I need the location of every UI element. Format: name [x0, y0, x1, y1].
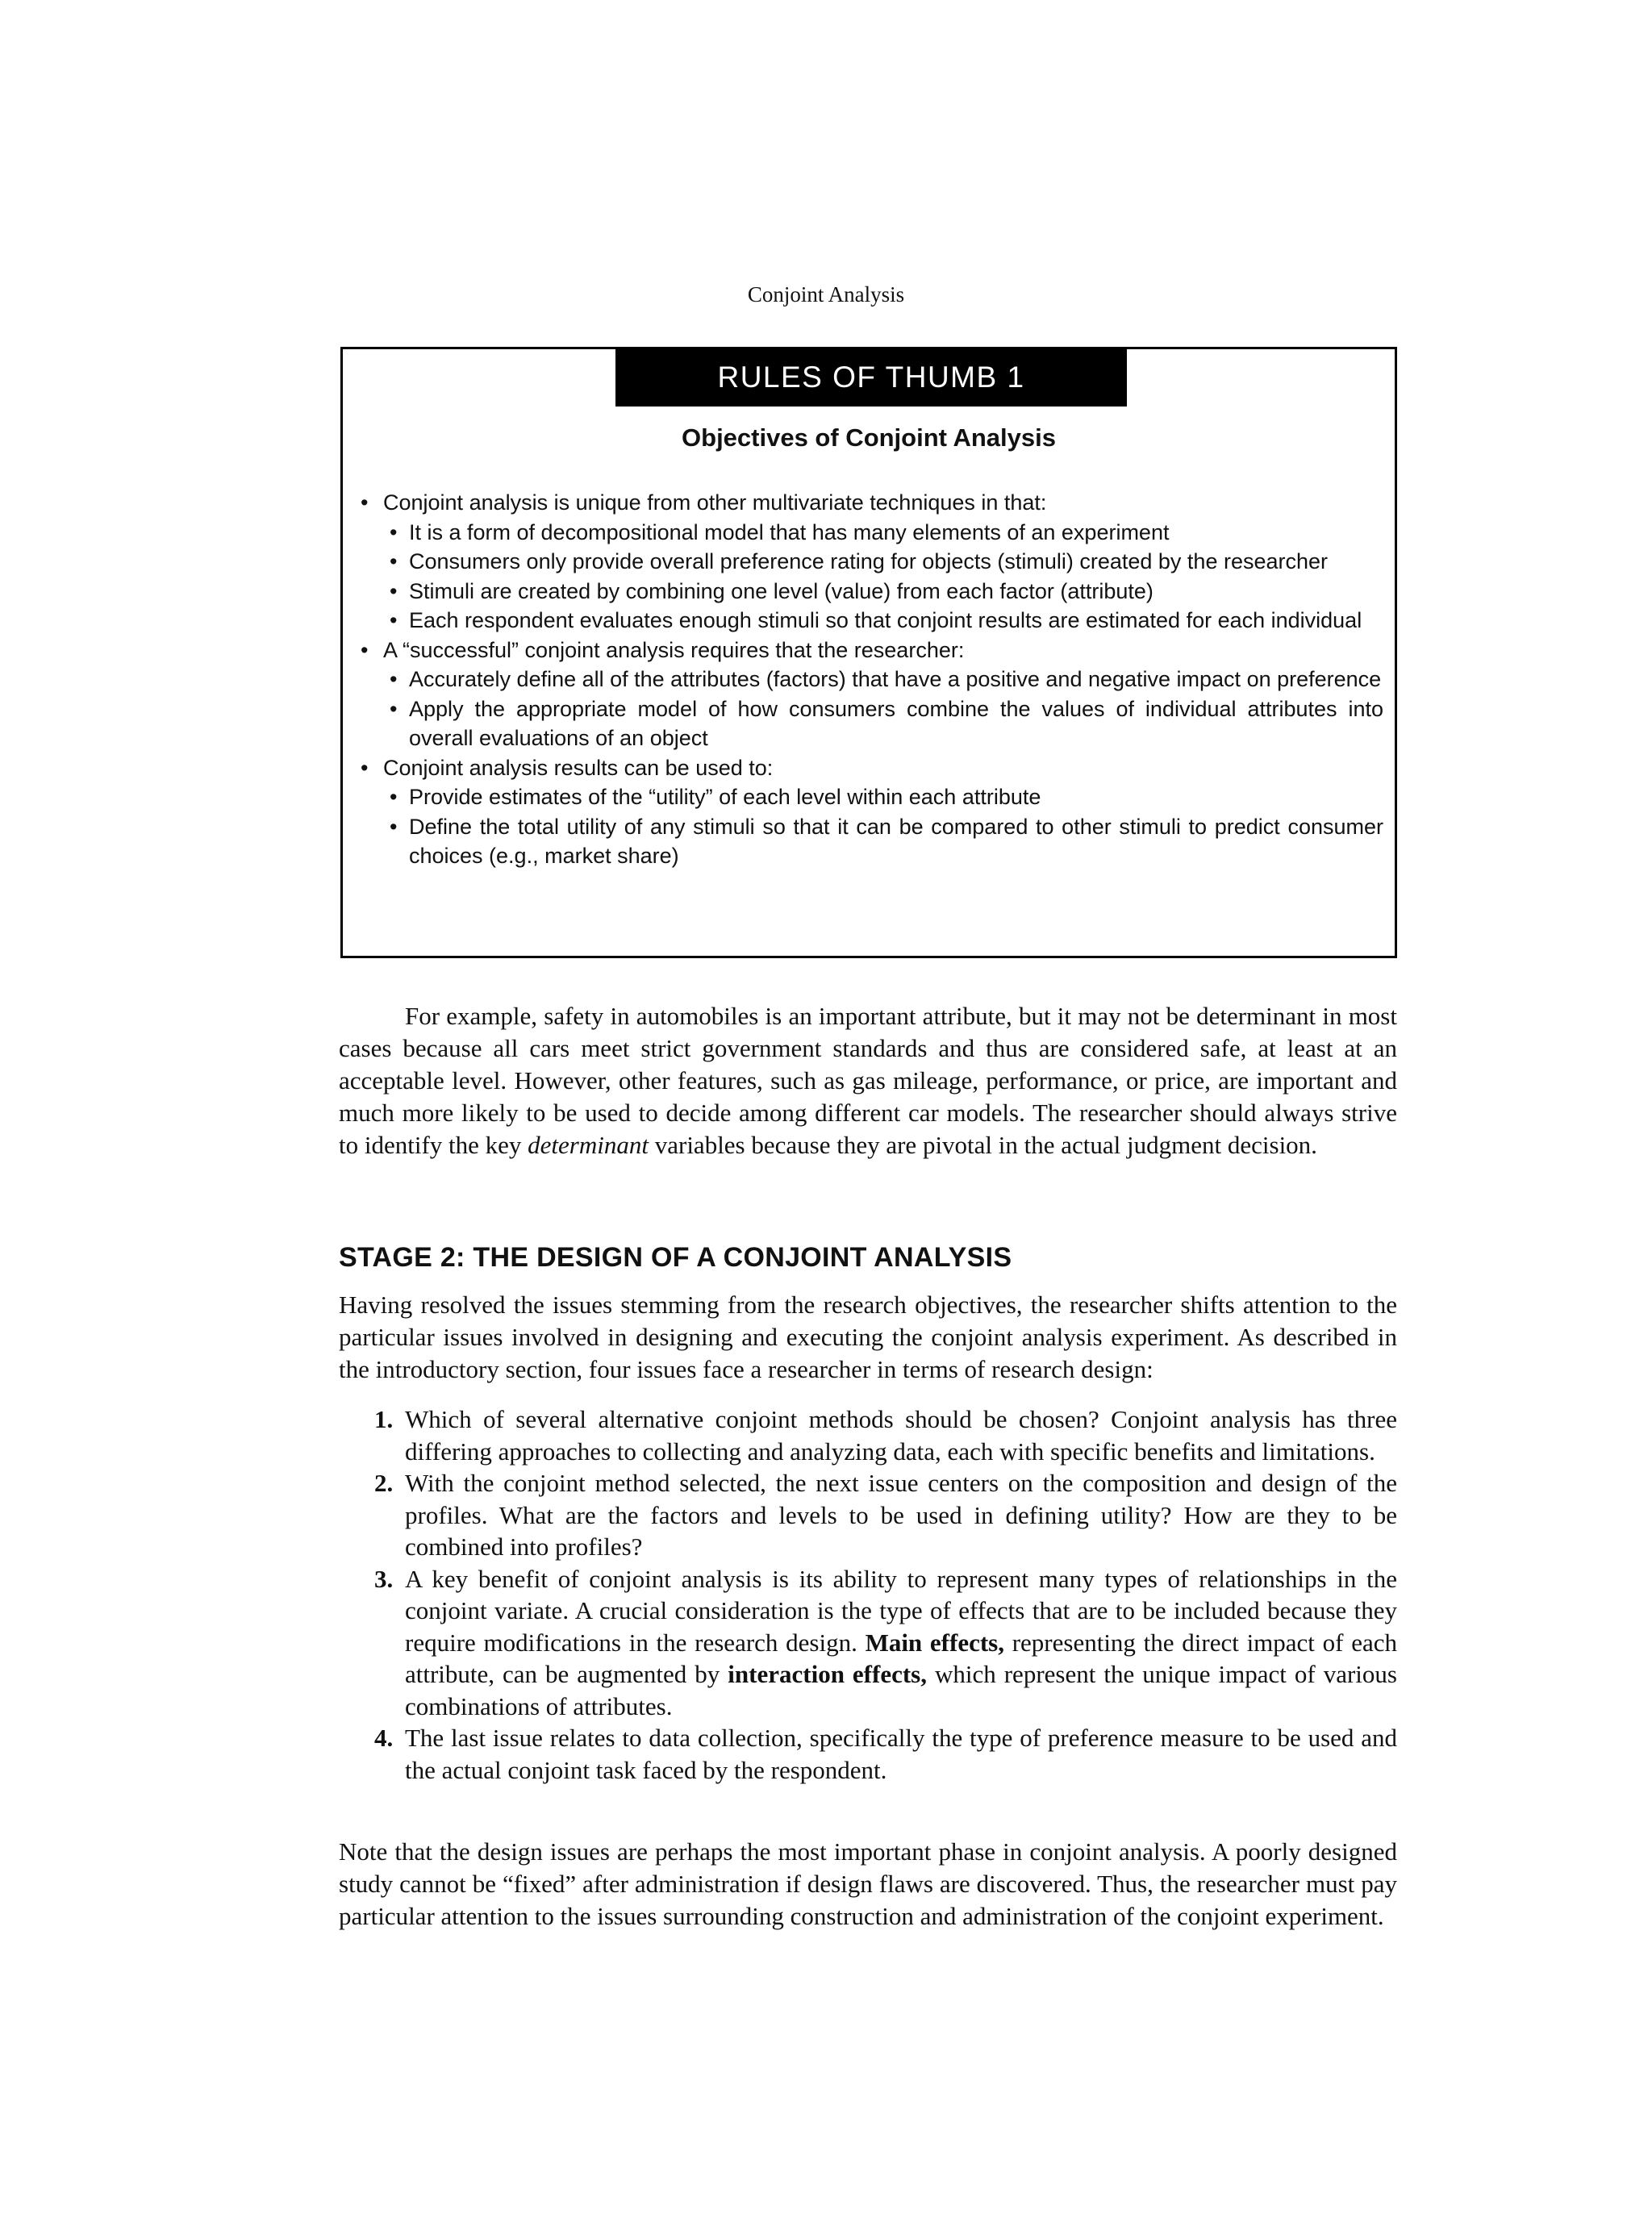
emphasized-term: determinant: [528, 1131, 649, 1159]
item-text: Which of several alternative conjoint methods should be chosen? Conjoint analysis has three differing approaches to collecting and analyzing data, each with specific benefits and limitations.: [405, 1405, 1397, 1466]
rules-heading: Objectives of Conjoint Analysis: [682, 423, 1056, 452]
rules-item-text: Conjoint analysis is unique from other multivariate techniques in that:: [383, 490, 1047, 515]
bold-term: interaction effects,: [728, 1660, 927, 1688]
rules-of-thumb-box: [340, 347, 1397, 958]
design-issue-item: [339, 1563, 1397, 1723]
paragraph-text: For example, safety in automobiles is an important attribute, but it may not be determinant in most cases because all cars meet strict government standards and thus are considered safe, at least at an acceptable level. However, other features, such as gas mileage, performance, or price, are important and much more likely to be used to decide among different car models. The researcher should always strive to identify the key: [339, 1002, 1397, 1159]
item-number: 1.: [374, 1405, 394, 1433]
rules-subitem: • Provide estimates of the “utility” of each level within each attribute: [383, 782, 1383, 812]
rules-subitem: • Apply the appropriate model of how consumers combine the values of individual attributes into overall evaluations of an object: [383, 694, 1383, 753]
rules-subitem: • Define the total utility of any stimuli so that it can be compared to other stimuli to predict consumer choices (e.g., market share): [383, 812, 1383, 871]
bold-term: Main effects,: [865, 1628, 1004, 1657]
design-issue-item: [339, 1403, 1397, 1467]
rules-subitem: • It is a form of decompositional model that has many elements of an experiment: [383, 518, 1383, 548]
rules-sublist: [383, 518, 1383, 636]
rules-list: [361, 488, 1383, 871]
item-number: 3.: [374, 1564, 394, 1593]
item-text: which represent the unique impact of various combinations of attributes.: [405, 1660, 1397, 1720]
rules-subitem: • Accurately define all of the attributes (factors) that have a positive and negative impact on preference: [383, 665, 1383, 694]
design-issues-list: [339, 1403, 1397, 1786]
rules-sublist: [383, 665, 1383, 753]
item-text: A key benefit of conjoint analysis is its ability to represent many types of relationships in the conjoint variate. A crucial consideration is the type of effects that are to be included because they require modifications in the research design.: [405, 1564, 1397, 1657]
rules-item-text: A “successful” conjoint analysis requires that the researcher:: [383, 637, 965, 662]
rules-subitem: • Stimuli are created by combining one level (value) from each factor (attribute): [383, 577, 1383, 607]
paragraph-example: [339, 1000, 1397, 1161]
section-heading: STAGE 2: THE DESIGN OF A CONJOINT ANALYSIS: [339, 1242, 1012, 1273]
item-text: representing the direct impact of each attribute, can be augmented by: [405, 1628, 1397, 1688]
design-issue-item: [339, 1467, 1397, 1563]
rules-item-text: Conjoint analysis results can be used to:: [383, 755, 774, 780]
rules-sublist: [383, 782, 1383, 871]
paragraph-text: variables because they are pivotal in the actual judgment decision.: [648, 1131, 1317, 1159]
rules-subitem: • Consumers only provide overall preference rating for objects (stimuli) created by the researcher: [383, 547, 1383, 577]
item-number: 4.: [374, 1724, 394, 1752]
paragraph-note: Note that the design issues are perhaps the most important phase in conjoint analysis. A poorly designed study cannot be “fixed” after administration if design flaws are discovered. Thus, the researcher must pay particular attention to the issues surrounding construction and administration of the conjoint experiment.: [339, 1837, 1397, 1930]
item-text: The last issue relates to data collection, specifically the type of preference measure to be used and the actual conjoint task faced by the respondent.: [405, 1724, 1397, 1784]
item-text: With the conjoint method selected, the next issue centers on the composition and design of the profiles. What are the factors and levels to be used in defining utility? How are they to be combined into profiles?: [405, 1469, 1397, 1561]
paragraph-intro: Having resolved the issues stemming from the research objectives, the researcher shifts attention to the particular issues involved in designing and executing the conjoint analysis experiment. As described in the introductory section, four issues face a researcher in terms of research design:: [339, 1291, 1397, 1383]
rules-subitem: • Each respondent evaluates enough stimuli so that conjoint results are estimated for each individual: [383, 606, 1383, 636]
rules-banner: RULES OF THUMB 1: [615, 348, 1127, 407]
rules-item: [361, 753, 1383, 871]
rules-item: [361, 488, 1383, 636]
running-head: Conjoint Analysis: [747, 282, 905, 306]
design-issue-item: [339, 1722, 1397, 1786]
item-number: 2.: [374, 1469, 394, 1497]
rules-item: [361, 636, 1383, 753]
